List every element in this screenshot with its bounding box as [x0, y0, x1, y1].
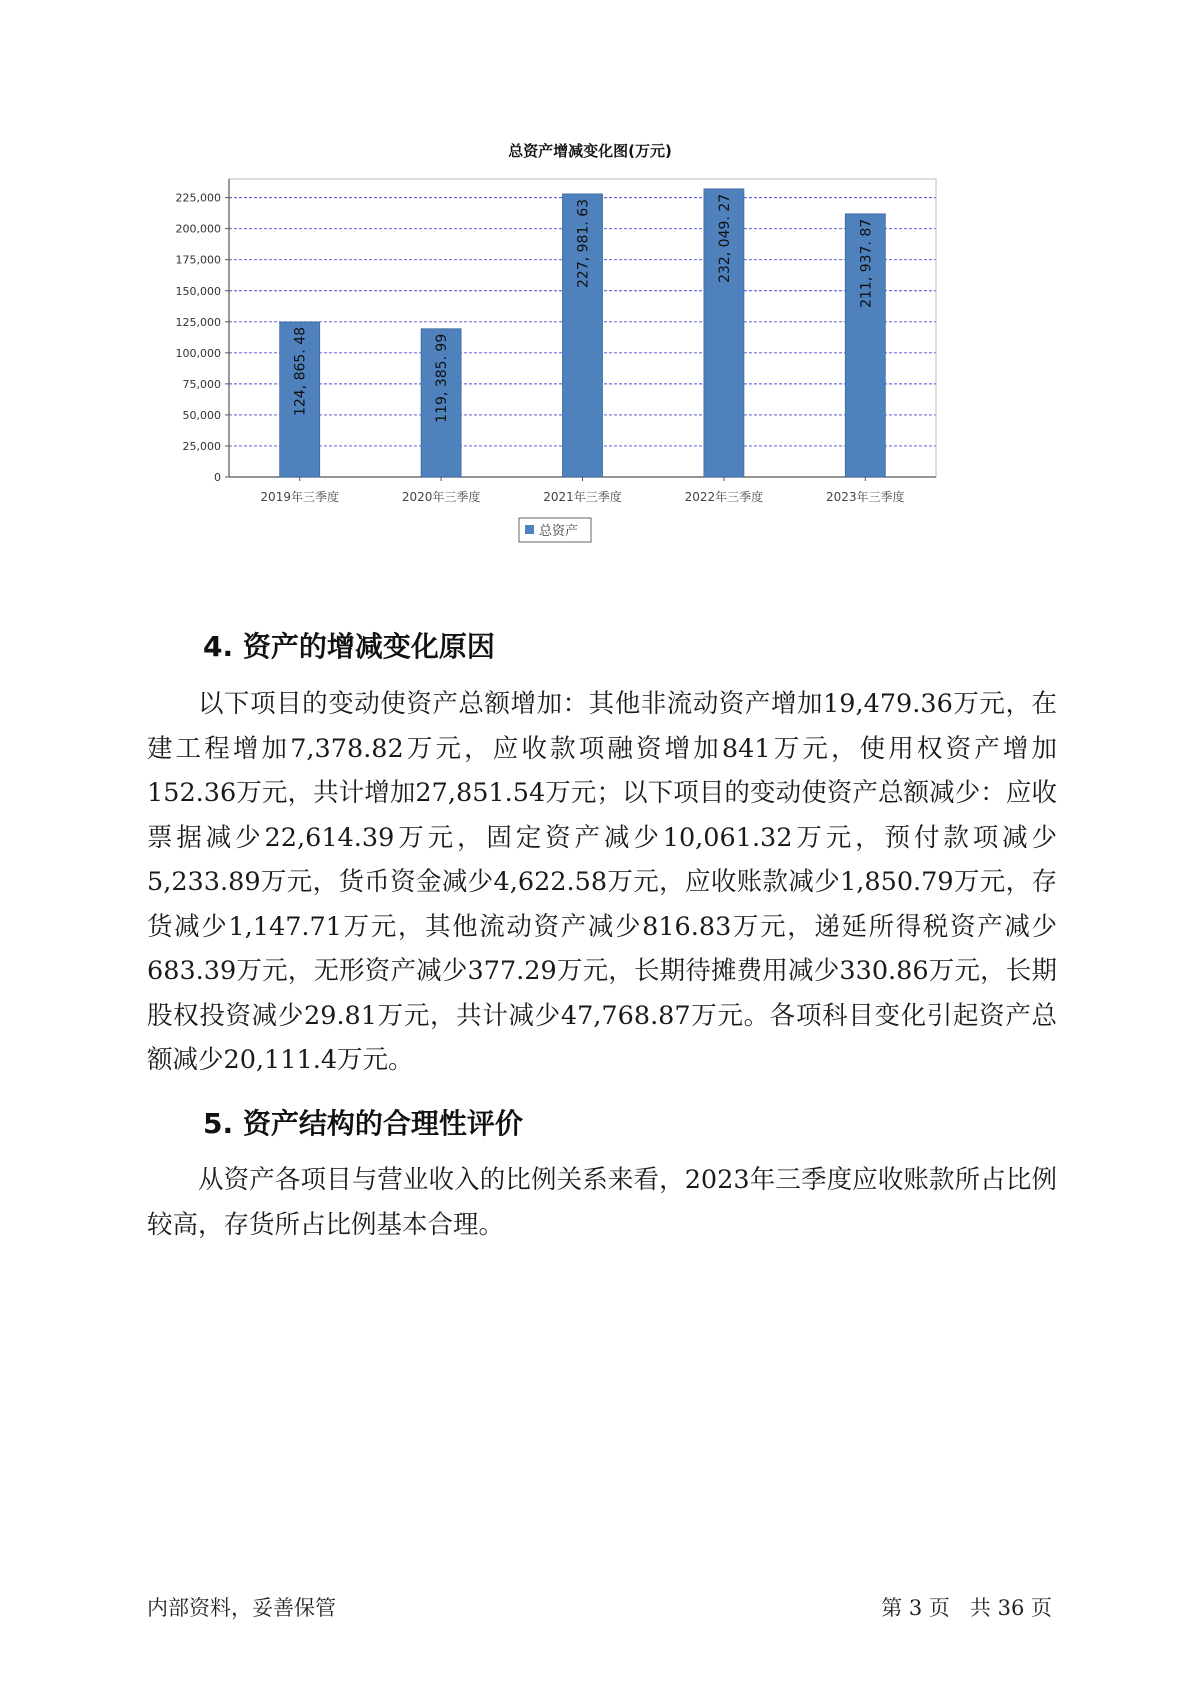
section-5-paragraph: 从资产各项目与营业收入的比例关系来看，2023年三季度应收账款所占比例较高，存货所占比例基本合理。 [147, 1165, 1057, 1240]
footer-page-number: 第 3 页 共 36 页 [881, 1596, 1052, 1620]
y-tick-label: 0 [214, 471, 221, 484]
bar-value-label: 119, 385. 99 [434, 333, 451, 423]
section-4-paragraph: 以下项目的变动使资产总额增加：其他非流动资产增加19,479.36万元，在建工程增加7,378.82万元，应收款项融资增加841万元，使用权资产增加152.36万元，共计增加27,851.54万元；以下项目的变动使资产总额减少：应收票据减少22,614.39万元，固定资产减少10,061.32万元，预付款项减少5,233.89万元，货币资金减少4,622.58万元，应收账款减少1,850.79万元，存货减少1,147.71万元，其他流动资产减少816.83万元，递延所得税资产减少683.39万元，无形资产减少377.29万元，长期待摊费用减少330.86万元，长期股权投资减少29.81万元，共计减少47,768.87万元。各项科目变化引起资产总额减少20,111.4万元。 [147, 689, 1057, 1075]
x-tick-label: 2022年三季度 [684, 490, 764, 504]
bar-value-label: 232, 049. 27 [716, 193, 733, 283]
x-tick-label: 2023年三季度 [826, 490, 905, 504]
y-tick-label: 200,000 [175, 222, 221, 236]
y-tick-label: 125,000 [175, 315, 221, 329]
chart-legend [519, 518, 591, 542]
x-tick-label: 2020年三季度 [401, 490, 481, 504]
x-axis-ticks [260, 477, 904, 504]
section-4-heading: 4. 资产的增减变化原因 [203, 630, 495, 663]
x-tick-label: 2021年三季度 [543, 490, 622, 504]
chart-bars [280, 189, 886, 477]
total-assets-chart [150, 138, 1030, 596]
y-tick-label: 25,000 [182, 439, 221, 453]
x-tick-label: 2019年三季度 [260, 490, 339, 504]
bar-value-label: 211, 937. 87 [858, 218, 875, 308]
footer-confidential-note: 内部资料，妥善保管 [147, 1596, 336, 1620]
legend-label: 总资产 [539, 524, 579, 539]
chart-title: 总资产增减变化图(万元) [508, 142, 672, 160]
y-tick-label: 75,000 [182, 377, 221, 391]
legend-swatch [525, 525, 534, 534]
y-tick-label: 50,000 [182, 408, 221, 422]
y-axis-ticks [176, 192, 230, 484]
y-tick-label: 100,000 [175, 346, 221, 360]
y-tick-label: 175,000 [175, 253, 221, 267]
bar-value-label: 227, 981. 63 [575, 198, 592, 288]
bar-value-label: 124, 865. 48 [292, 326, 309, 417]
y-tick-label: 150,000 [175, 284, 221, 298]
y-tick-label: 225,000 [175, 191, 221, 205]
section-5-heading: 5. 资产结构的合理性评价 [203, 1107, 523, 1140]
